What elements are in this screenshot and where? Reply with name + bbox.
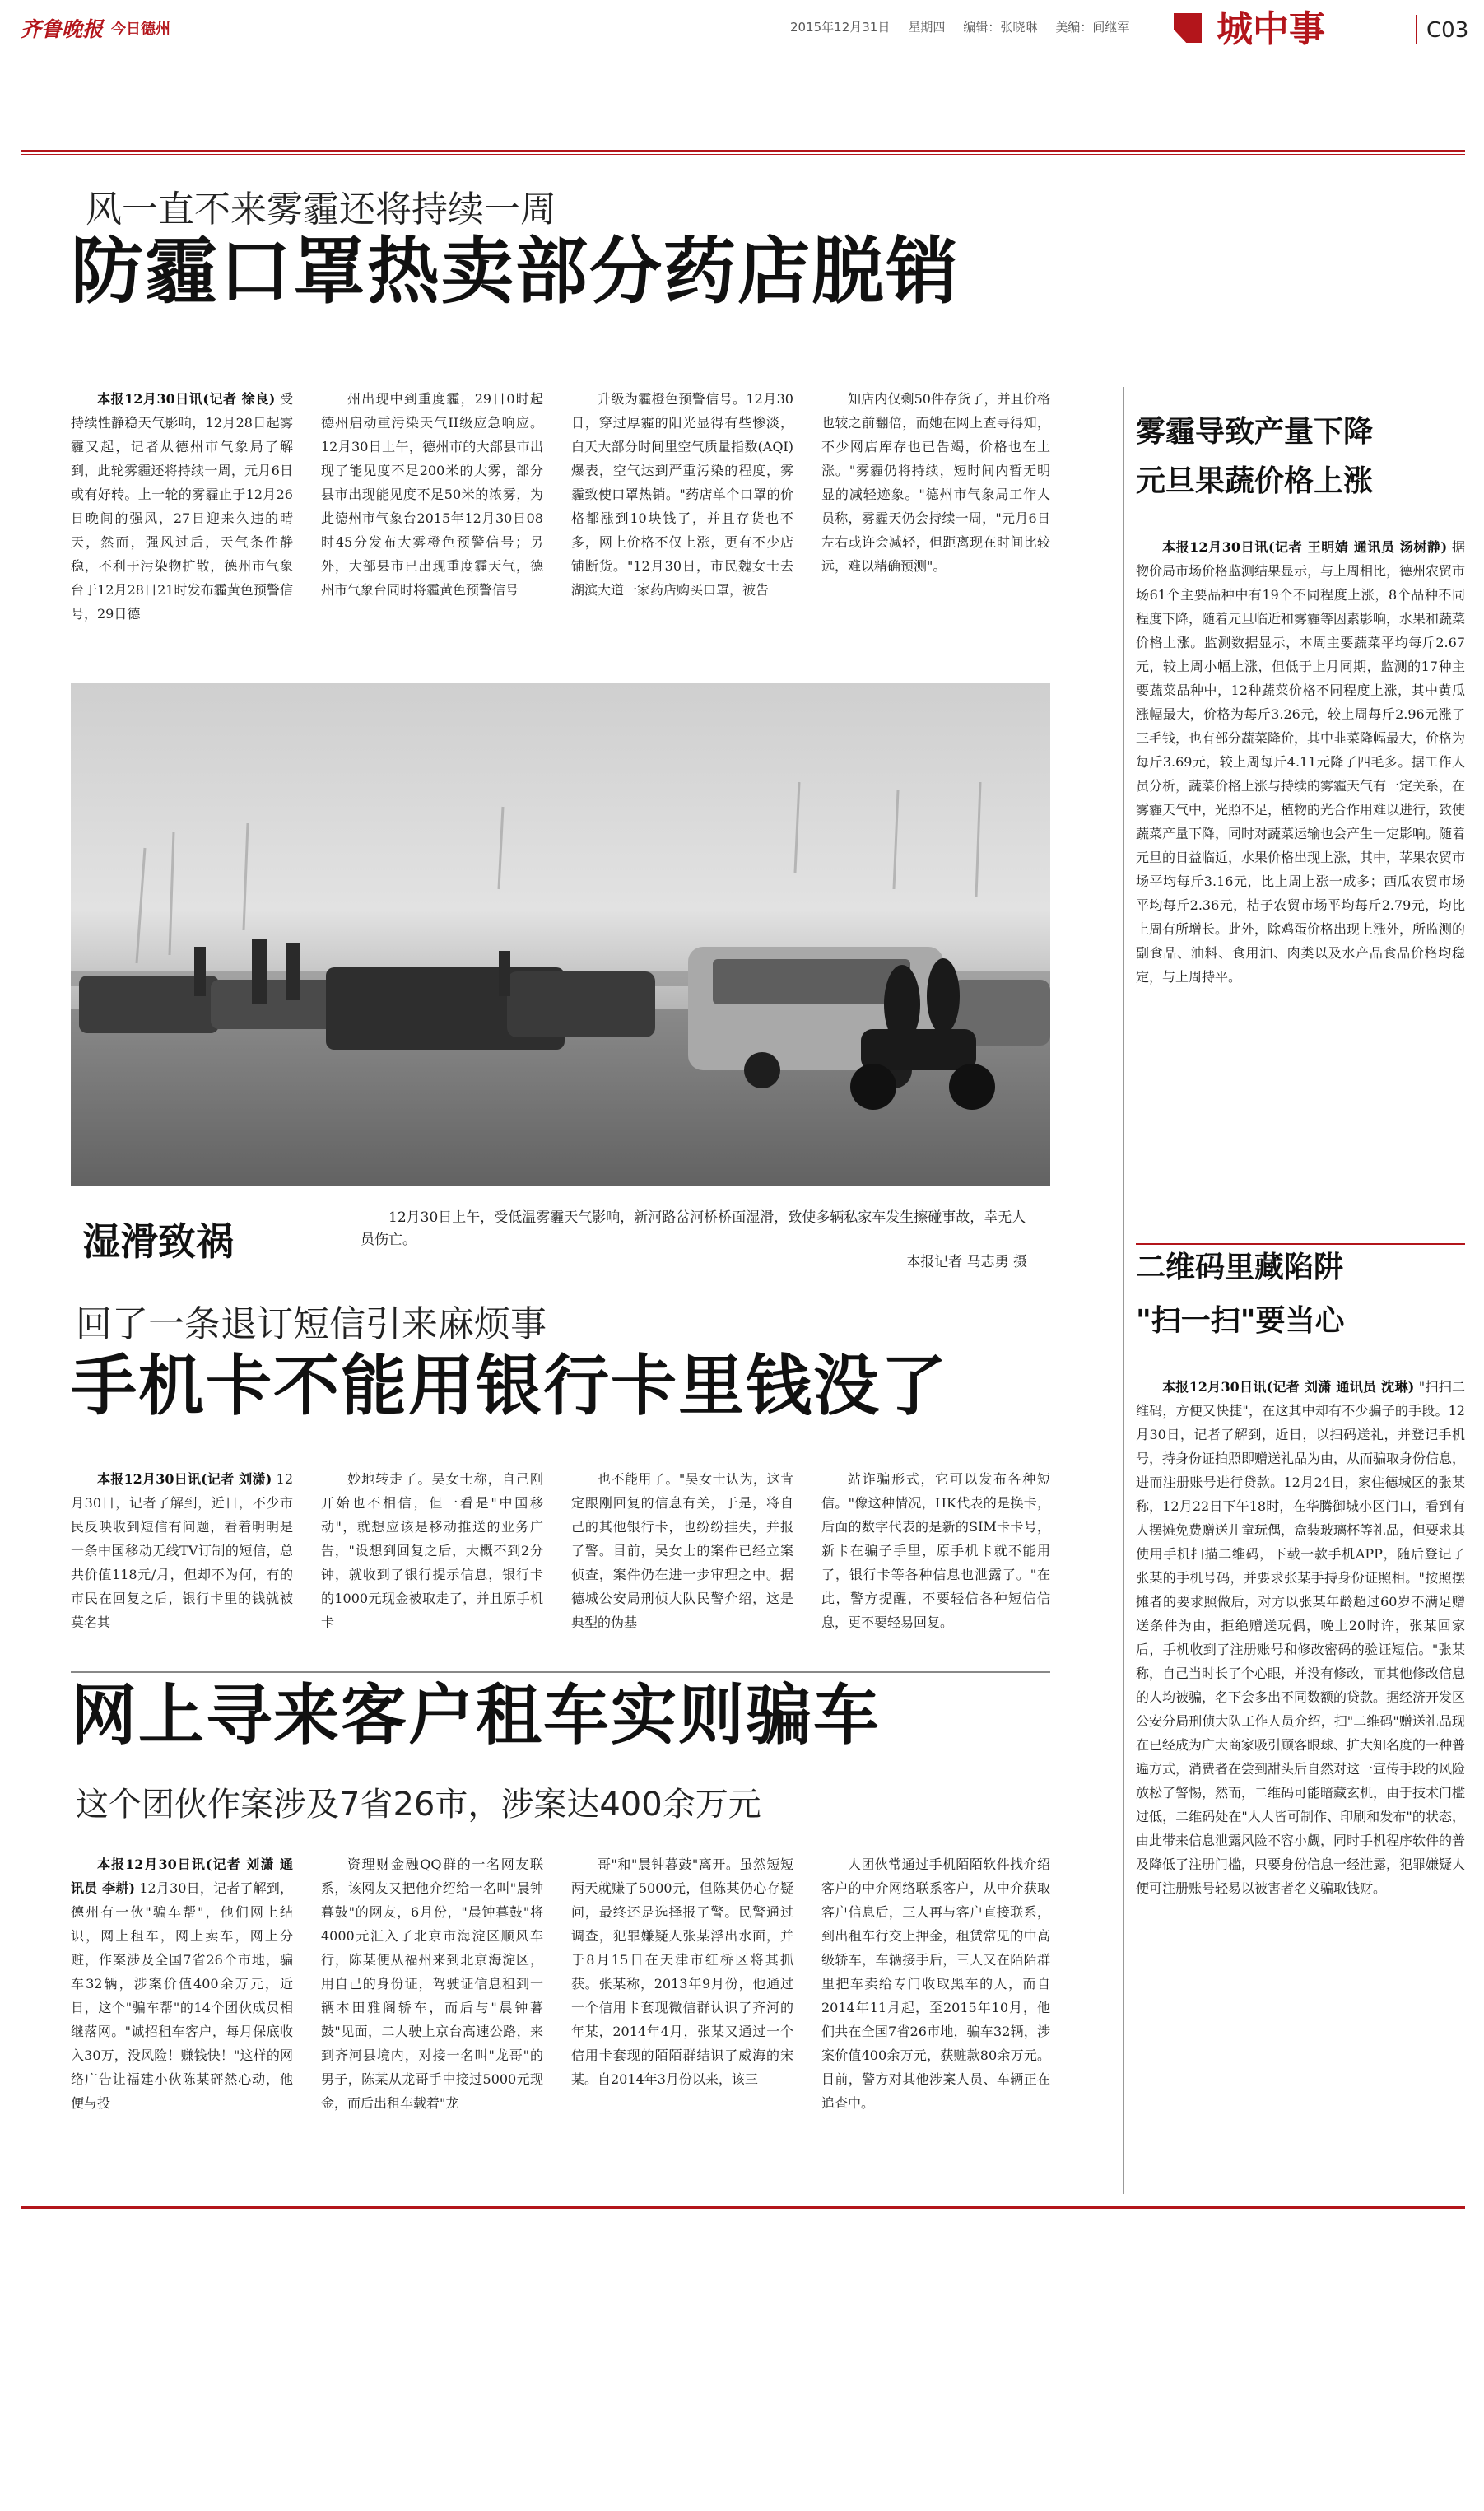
- issue-weekday: 星期四: [908, 20, 946, 35]
- photo-credit: 本报记者 马志勇 摄: [906, 1254, 1027, 1270]
- story2-byline: 本报12月30日讯(记者 刘潇): [97, 1471, 272, 1487]
- sidebar-divider: [1123, 387, 1124, 2194]
- newspaper-logo: 齐鲁晚报: [21, 17, 104, 41]
- story2-col-4: 站诈骗形式，它可以发布各种短信。"像这种情况，HK代表的是换卡，后面的数字代表的是新的SIM卡卡号，新卡在骗子手里，原手机卡就不能用了，银行卡等各种信息也泄露了。"在此，警方提醒，不要轻信各种短信信息，更不要轻易回复。: [821, 1471, 1050, 1630]
- sidebar1-title-line1: 雾霾导致产量下降: [1136, 415, 1374, 449]
- story3-col-2: 资理财金融QQ群的一名网友联系，该网友又把他介绍给一名叫"晨钟暮鼓"的网友，6月份，"晨钟暮鼓"将4000元汇入了北京市海淀区顺风车行，陈某便从福州来到北京海淀区，用自己的身份证，驾驶证信息租到一辆本田雅阁轿车，而后与"晨钟暮鼓"见面，二人驶上京台高速公路，来到齐河县境内，对接一名叫"龙哥"的男子，陈某从龙哥手中接过5000元现金，而后出租车载着"龙: [321, 1856, 543, 2111]
- edition-tag: 今日德州: [111, 21, 171, 38]
- header-rule-thin: [21, 154, 1465, 155]
- story3-subhead: 这个团伙作案涉及7省26市，涉案达400余万元: [76, 1786, 761, 1824]
- story1-headline: 防霾口罩热卖部分药店脱销: [71, 229, 961, 314]
- story1-col-4: 知店内仅剩50件存货了，并且价格也较之前翻倍，而她在网上查寻得知，不少网店库存也已告竭，价格也在上涨。"雾霾仍将持续，短时间内暂无明显的减轻迹象。"德州市气象局工作人员称，雾霾天仍会持续一周，"元月6日左右或许会减轻，但距离现在时间比较远，难以精确预测"。: [821, 391, 1050, 574]
- story2-col-2: 妙地转走了。吴女士称，自己刚开始也不相信，但一看是"中国移动"，就想应该是移动推送的业务广告，"设想到回复之后，大概不到2分钟，就收到了银行提示信息，银行卡的1000元现金被取走了，并且原手机卡: [321, 1471, 543, 1630]
- story3-col-1: 本报12月30日讯(记者 刘潇 通讯员 李耕) 12月30日，记者了解到，德州有一伙"骗车帮"，他们网上结识，网上租车，网上卖车，网上分赃，作案涉及全国7省26个市地，骗车32辆，涉案价值400余万元，近日，这个"骗车帮"的14个团伙成员相继落网。"诚招租车客户，每月保底收入30万，没风险！赚钱快！"这样的网络广告让福建小伙陈某砰然心动，他便与投: [71, 1856, 293, 2111]
- story3-headline: 网上寻来客户租车实则骗车: [71, 1677, 881, 1754]
- page-number: C03: [1426, 18, 1469, 43]
- header-meta: [790, 18, 1202, 40]
- issue-date: 2015年12月31日: [790, 20, 891, 35]
- story1-col-2: 州出现中到重度霾，29日0时起德州启动重污染天气II级应急响应。12月30日上午，德州市的大部县市出现了能见度不足200米的大雾，部分县市出现能见度不足50米的浓雾，为此德州市气象台2015年12月30日08时45分发布大雾橙色预警信号；另外，大部县市已出现重度霾天气，德州市气象台同时将霾黄色预警信号: [321, 391, 543, 598]
- story2-col-3: 也不能用了。"吴女士认为，这肯定跟刚回复的信息有关，于是，将自己的其他银行卡，也纷纷挂失，并报了警。目前，吴女士的案件已经立案侦查，案件仍在进一步审理之中。据德城公安局刑侦大队民警介绍，这是典型的伪基: [571, 1471, 793, 1630]
- sidebar-separator: [1136, 1243, 1465, 1245]
- designer-credit: 美编：间继军: [1055, 20, 1130, 35]
- story1-byline: 本报12月30日讯(记者 徐良): [97, 391, 276, 407]
- sidebar2-byline: 本报12月30日讯(记者 刘潇 通讯员 沈琳): [1162, 1379, 1415, 1395]
- masthead-brand: [21, 13, 193, 43]
- sidebar1-title-line2: 元旦果蔬价格上涨: [1136, 464, 1374, 498]
- story1-kicker: 风一直不来雾霾还将持续一周: [86, 189, 556, 231]
- story3-col-4: 人团伙常通过手机陌陌软件找介绍客户的中介网络联系客户，从中介获取客户信息后，三人再与客户直接联系，到出租车行交上押金，租赁常见的中高级轿车，车辆接手后，三人又在陌陌群里把车卖给专门收取黑车的人，而自2014年11月起，至2015年10月，他们共在全国7省26市地，骗车32辆，涉案价值400余万元，获赃款80余万元。目前，警方对其他涉案人员、车辆正在追查中。: [821, 1856, 1050, 2111]
- story2-kicker: 回了一条退订短信引来麻烦事: [76, 1303, 547, 1345]
- news-photo: [71, 683, 1050, 1186]
- header-divider: [1416, 15, 1417, 44]
- story3-col-3: 哥"和"晨钟暮鼓"离开。虽然短短两天就赚了5000元，但陈某仍心存疑问，最终还是选择报了警。民警通过调查，犯罪嫌疑人张某浮出水面，并于8月15日在天津市红桥区将其抓获。张某称，2013年9月份，他通过一个信用卡套现微信群认识了齐河的年某，2014年4月，张某又通过一个信用卡套现的陌陌群结识了威海的宋某。自2014年3月份以来，该三: [571, 1856, 793, 2087]
- foggy-road-photo: [71, 683, 1050, 1186]
- story-divider: [71, 1671, 1050, 1673]
- sidebar2-title-line1: 二维码里藏陷阱: [1136, 1251, 1344, 1284]
- story2-col-1: 本报12月30日讯(记者 刘潇) 12月30日，记者了解到，近日，不少市民反映收到短信有问题，看着明明是一条中国移动无线TV订制的短信，总共价值118元/月，但却不为何，有的市民在回复之后，银行卡里的钱就被莫名其: [71, 1471, 293, 1630]
- photo-caption-title: 湿滑致祸: [82, 1219, 234, 1264]
- story1-col-1: 本报12月30日讯(记者 徐良) 受持续性静稳天气影响，12月28日起雾霾又起，记者从德州市气象局了解到，此轮雾霾还将持续一周，元月6日或有好转。上一轮的雾霾止于12月26日晚间的强风，27日迎来久违的晴天，然而，强风过后，天气条件静稳，不利于污染物扩散，德州市气象台于12月28日21时发布霾黄色预警信号，29日德: [71, 391, 293, 622]
- photo-caption: 12月30日上午，受低温雾霾天气影响，新河路岔河桥桥面湿滑，致使多辆私家车发生擦碰事故，幸无人员伤亡。 本报记者 马志勇 摄: [361, 1207, 1027, 1273]
- section-name: 城中事: [1217, 8, 1325, 50]
- footer-rule: [21, 2206, 1465, 2209]
- header-rule: [21, 150, 1465, 152]
- story1-col-3: 升级为霾橙色预警信号。12月30日，穿过厚霾的阳光显得有些惨淡，白天大部分时间里空气质量指数(AQI)爆表，空气达到严重污染的程度，雾霾致使口罩热销。"药店单个口罩的价格都涨到10块钱了，并且存货也不多，网上价格不仅上涨，更有不少店铺断货。"12月30日，市民魏女士去湖滨大道一家药店购买口罩，被告: [571, 391, 793, 598]
- sidebar2-title-line2: "扫一扫"要当心: [1136, 1304, 1345, 1338]
- story3-byline: 本报12月30日讯(记者 刘潇 通讯员 李耕): [71, 1856, 293, 1896]
- sidebar2-body: 本报12月30日讯(记者 刘潇 通讯员 沈琳) "扫扫二维码，方便又快捷"，在这其中却有不少骗子的手段。12月30日，记者了解到，近日，以扫码送礼，并登记手机号，持身份证拍照即赠送礼品为由，从而骗取身份信息，进而注册账号进行贷款。12月24日，家住德城区的张某称，12月22日下午18时，在华腾御城小区门口，看到有人摆摊免费赠送儿童玩偶，盒装玻璃杯等礼品，但要求其使用手机扫描二维码，下载一款手机APP，随后登记了张某的手机号码，并要求张某手持身份证照相。"按照摆摊者的要求照做后，对方以张某年龄超过60岁不满足赠送条件为由，拒绝赠送玩偶，晚上20时许，张某回家后，手机收到了注册账号和修改密码的验证短信。"张某称，自己当时长了个心眼，并没有修改，而其他修改信息的人均被骗，名下会多出不同数额的贷款。据经济开发区公安分局刑侦大队工作人员介绍，扫"二维码"赠送礼品现在已经成为广大商家吸引顾客眼球、扩大知名度的一种普遍方式，消费者在尝到甜头后自然对这一宣传手段的风险放松了警惕，然而，二维码可能暗藏玄机，由于技术门槛过低，二维码处在"人人皆可制作、印刷和发布"的状态，由此带来信息泄露风险不容小觑，同时手机程序软件的普及降低了注册门槛，只要身份信息一经泄露，犯罪嫌疑人便可注册账号轻易以被害者名义骗取钱财。: [1136, 1379, 1465, 1896]
- sidebar1-body: 本报12月30日讯(记者 王明婧 通讯员 汤树静) 据物价局市场价格监测结果显示，与上周相比，德州农贸市场61个主要品种中有19个不同程度上涨，8个品种不同程度下降，随着元旦临近和雾霾等因素影响，水果和蔬菜价格上涨。监测数据显示，本周主要蔬菜平均每斤2.67元，较上周小幅上涨，但低于上月同期，监测的17种主要蔬菜品种中，12种蔬菜价格不同程度上涨，其中黄瓜涨幅最大，价格为每斤3.26元，较上周每斤2.96元涨了三毛钱，也有部分蔬菜降价，其中韭菜降幅最大，价格为每斤3.69元，较上周每斤4.11元降了四毛多。据工作人员分析，蔬菜价格上涨与持续的雾霾天气有一定关系，在雾霾天气中，光照不足，植物的光合作用难以进行，致使蔬菜产量下降，同时对蔬菜运输也会产生一定影响。随着元旦的日益临近，水果价格出现上涨，其中，苹果农贸市场平均每斤3.16元，比上周上涨一成多；西瓜农贸市场平均每斤2.36元，桔子农贸市场平均每斤2.79元，均比上周有所增长。此外，除鸡蛋价格出现上涨外，所监测的副食品、油料、食用油、肉类以及水产品食品价格均稳定，与上周持平。: [1136, 539, 1465, 985]
- editor-credit: 编辑：张晓琳: [963, 20, 1038, 35]
- sidebar1-byline: 本报12月30日讯(记者 王明婧 通讯员 汤树静): [1162, 539, 1448, 555]
- story2-headline: 手机卡不能用银行卡里钱没了: [71, 1348, 948, 1424]
